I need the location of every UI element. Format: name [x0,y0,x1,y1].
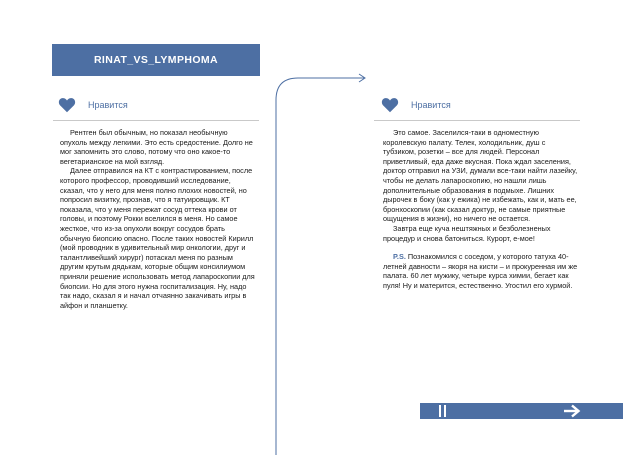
post-text-right [383,128,579,291]
paragraph: Это самое. Заселился-таки в одноместную королевскую палату. Телек, холодильник, душ с тубзиком, розетки – все для людей. Персонал приветливый, еда даже вкусная. Пока ждал заселения, доктор отправил на УЗИ, думали все-таки найти лазейку, чтобы не делать лапароскопию, но нашли лишь дополнительные образования в подмыхе. Лишних дырочек в боку (как у ежика) не избежать, как и, мать ее, бронхоскопии (как сказал доктур, не самые приятные ощущения в жизни), но ничего не остается. [383,128,578,224]
separator-left [53,120,259,121]
heart-icon [58,97,76,113]
next-button[interactable] [563,404,581,418]
like-label: Нравится [88,100,128,110]
like-label: Нравится [411,100,451,110]
pause-icon [439,405,441,417]
like-button-left[interactable] [58,97,128,113]
separator-right [374,120,580,121]
arrow-right-icon [564,406,579,417]
ps-text: Познакомился с соседом, у которого татуха 40-летней давности – якоря на кисти – и прокуренная им же палата. 60 лет мужику, четыре курса химии, бегает как пуля! Ну и матерится, естественно. Угостил его хурмой. [383,252,578,290]
like-button-right[interactable] [381,97,451,113]
heart-icon [381,97,399,113]
profile-header [52,44,260,76]
profile-title: RINAT_VS_LYMPHOMA [93,54,219,66]
arrow-right-icon [359,74,365,82]
pause-button[interactable] [436,405,448,417]
paragraph: Далее отправился на КТ с контрастированием, после которого профессор, проводивший исследование, сказал, что у него для меня полно плохих новостей, но попросил визитку, прознав, что я татуировщик. КТ показала, что у меня пережат сосуд оттека крови от головы, и поэтому Рокки вселился в меня. Но самое жесткое, что из-за опухоли вокруг сосудов брать обычную биопсию опасно. После таких новостей Кирилл (мой проводник в удивительный мир онкологии, друг и талантливейший хирург) потаскал меня по разным другим крутым дядькам, которые общим консилиумом приняли решение использовать метод лапароскопии для биопсии. Но для этого нужна госпитализация. Ну, надо так надо, сказал я и начал отчаянно закачивать игры в айфон и планшетку. [60,166,255,310]
player-bar [420,403,623,419]
ps-label: P.S. [393,252,406,262]
post-text-left [60,128,255,310]
paragraph: Рентген был обычным, но показал необычную опухоль между легкими. Это есть средостение. Долго не мог запомнить это слово, потому что оно какое-то вегетарианское на мой взгляд. [60,128,253,166]
ps-paragraph [383,252,579,290]
paragraph: Завтра еще куча нештяжных и безболезненых процедур и снова батониться. Курорт, е-мое! [383,223,551,243]
